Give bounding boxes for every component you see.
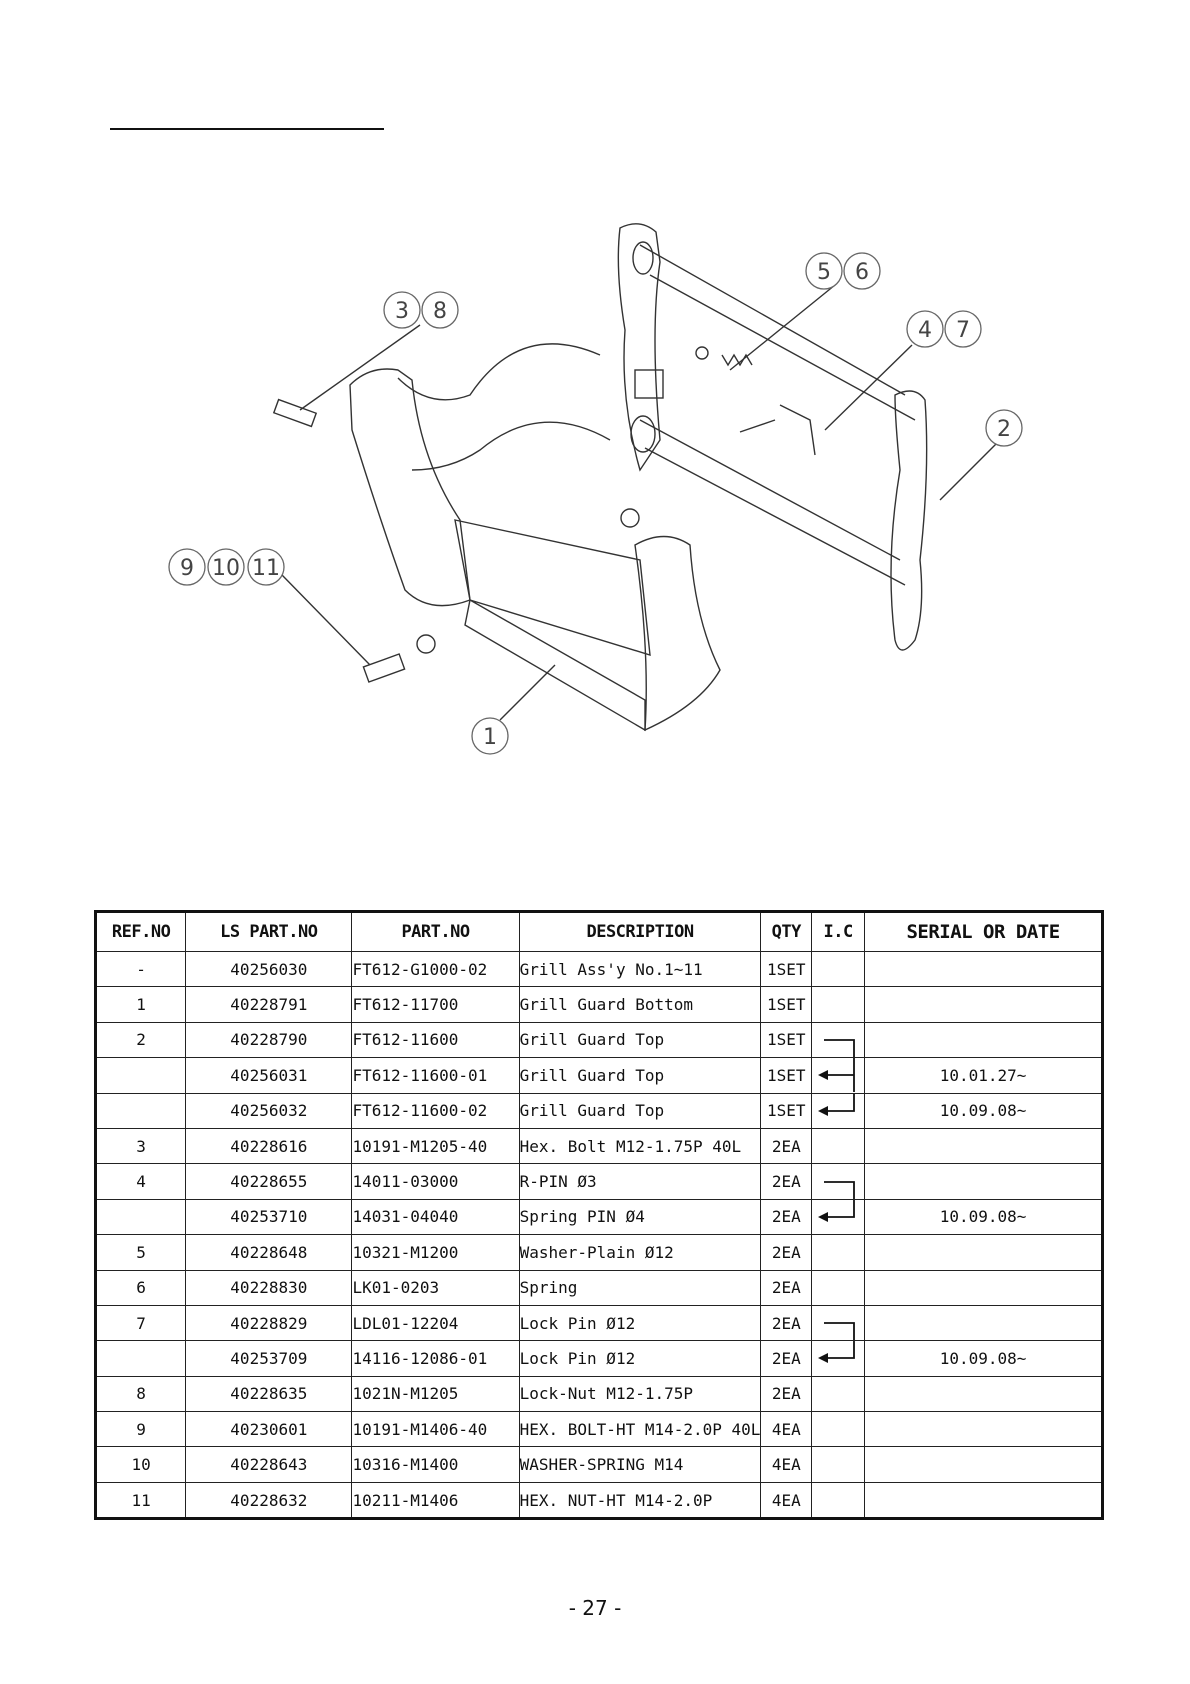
cell-description: Grill Guard Top (519, 1022, 761, 1057)
cell-qty: 1SET (761, 952, 812, 987)
table-row (96, 987, 1103, 1022)
cell-part-no: FT612-G1000-02 (352, 952, 519, 987)
callout-7: 7 (956, 318, 970, 343)
cell-ic (812, 1093, 865, 1128)
cell-part-no: FT612-11600-01 (352, 1058, 519, 1093)
cell-ls-part-no: 40228632 (186, 1482, 352, 1518)
cell-ic (812, 1199, 865, 1234)
cell-ls-part-no: 40228655 (186, 1164, 352, 1199)
cell-ls-part-no: 40228616 (186, 1128, 352, 1163)
cell-part-no: FT612-11700 (352, 987, 519, 1022)
cell-part-no: 10321-M1200 (352, 1235, 519, 1270)
callout-3: 3 (395, 299, 409, 324)
cell-ref-no (96, 1341, 186, 1376)
cell-ref-no: 1 (96, 987, 186, 1022)
bolt-9-10-11 (363, 654, 404, 682)
leader-9-10-11 (282, 575, 370, 665)
cell-description: Lock Pin Ø12 (519, 1341, 761, 1376)
cell-serial-or-date (865, 1235, 1103, 1270)
table-row (96, 1305, 1103, 1340)
guard-bottom-frame-curve (398, 344, 610, 470)
guard-bottom-crossbar (455, 520, 650, 730)
washer-10 (417, 635, 435, 653)
cell-ls-part-no: 40228791 (186, 987, 352, 1022)
cell-ref-no: 5 (96, 1235, 186, 1270)
cell-qty: 2EA (761, 1305, 812, 1340)
cell-ic (812, 1128, 865, 1163)
cell-ls-part-no: 40253710 (186, 1199, 352, 1234)
cell-serial-or-date (865, 1128, 1103, 1163)
callout-11: 11 (252, 556, 280, 581)
cell-ic (812, 952, 865, 987)
callout-10: 10 (212, 556, 240, 581)
parts-table (94, 910, 1104, 1520)
callout-2: 2 (997, 417, 1011, 442)
callout-1: 1 (483, 725, 497, 750)
cell-qty: 2EA (761, 1235, 812, 1270)
guard-bottom-left-plate (350, 369, 470, 606)
cell-part-no: 14116-12086-01 (352, 1341, 519, 1376)
table-header-row (96, 912, 1103, 952)
cell-part-no: LDL01-12204 (352, 1305, 519, 1340)
leader-2 (940, 440, 1000, 500)
cell-ic (812, 1164, 865, 1199)
interchange-arrow-icon (812, 1094, 864, 1128)
guard-top-right-plate (891, 391, 927, 650)
interchange-bracket-icon (812, 1306, 864, 1340)
cell-serial-or-date (865, 1305, 1103, 1340)
cell-ref-no (96, 1093, 186, 1128)
cell-qty: 2EA (761, 1199, 812, 1234)
cell-ls-part-no: 40253709 (186, 1341, 352, 1376)
cell-part-no: 10191-M1406-40 (352, 1412, 519, 1447)
interchange-bracket-icon (812, 1165, 864, 1199)
guard-top-lower-tube (640, 420, 905, 585)
cell-ls-part-no: 40256031 (186, 1058, 352, 1093)
header-part-no: PART.NO (352, 912, 519, 952)
table-row (96, 1199, 1103, 1234)
cell-part-no: 14011-03000 (352, 1164, 519, 1199)
cell-ls-part-no: 40228829 (186, 1305, 352, 1340)
cell-part-no: FT612-11600-02 (352, 1093, 519, 1128)
cell-qty: 1SET (761, 1093, 812, 1128)
cell-ic (812, 1058, 865, 1093)
cell-description: R-PIN Ø3 (519, 1164, 761, 1199)
cell-serial-or-date (865, 1447, 1103, 1482)
cell-description: Grill Guard Top (519, 1093, 761, 1128)
cell-qty: 1SET (761, 1058, 812, 1093)
leader-1 (500, 665, 555, 720)
cell-ref-no: 7 (96, 1305, 186, 1340)
cell-serial-or-date (865, 1482, 1103, 1518)
washer-5 (696, 347, 708, 359)
nut-8 (621, 509, 639, 527)
cell-part-no: 10211-M1406 (352, 1482, 519, 1518)
cell-serial-or-date: 10.09.08~ (865, 1093, 1103, 1128)
cell-part-no: 1021N-M1205 (352, 1376, 519, 1411)
callout-6: 6 (855, 260, 869, 285)
cell-qty: 1SET (761, 1022, 812, 1057)
cell-description: Grill Guard Bottom (519, 987, 761, 1022)
interchange-bracket-icon (812, 1023, 864, 1057)
leader-3-8 (300, 325, 420, 410)
cell-ls-part-no: 40228643 (186, 1447, 352, 1482)
header-description: DESCRIPTION (519, 912, 761, 952)
cell-description: Grill Ass'y No.1~11 (519, 952, 761, 987)
cell-ic (812, 1482, 865, 1518)
cell-description: Spring (519, 1270, 761, 1305)
bracket (635, 370, 663, 398)
cell-ic (812, 1341, 865, 1376)
table-row (96, 1482, 1103, 1518)
interchange-arrow-icon (812, 1058, 864, 1092)
table-row (96, 1128, 1103, 1163)
cell-part-no: FT612-11600 (352, 1022, 519, 1057)
cell-description: Lock Pin Ø12 (519, 1305, 761, 1340)
table-row (96, 1022, 1103, 1057)
cell-ls-part-no: 40228790 (186, 1022, 352, 1057)
cell-qty: 4EA (761, 1482, 812, 1518)
cell-serial-or-date (865, 1412, 1103, 1447)
cell-ic (812, 1022, 865, 1057)
table-row (96, 1270, 1103, 1305)
cell-ic (812, 1305, 865, 1340)
cell-serial-or-date (865, 1376, 1103, 1411)
guard-top-left-plate (618, 224, 660, 470)
cell-ref-no: 6 (96, 1270, 186, 1305)
table-row (96, 1093, 1103, 1128)
header-serial-or-date: SERIAL OR DATE (865, 912, 1103, 952)
cell-ref-no: 8 (96, 1376, 186, 1411)
cell-serial-or-date (865, 1164, 1103, 1199)
cell-ref-no: 9 (96, 1412, 186, 1447)
cell-qty: 2EA (761, 1376, 812, 1411)
cell-serial-or-date: 10.09.08~ (865, 1341, 1103, 1376)
callout-4: 4 (918, 318, 932, 343)
cell-description: Spring PIN Ø4 (519, 1199, 761, 1234)
header-qty: QTY (761, 912, 812, 952)
table-row (96, 1341, 1103, 1376)
cell-description: Washer-Plain Ø12 (519, 1235, 761, 1270)
cell-ic (812, 1447, 865, 1482)
cell-description: HEX. BOLT-HT M14-2.0P 40L (519, 1412, 761, 1447)
cell-part-no: LK01-0203 (352, 1270, 519, 1305)
cell-description: Hex. Bolt M12-1.75P 40L (519, 1128, 761, 1163)
cell-ref-no: - (96, 952, 186, 987)
cell-serial-or-date: 10.09.08~ (865, 1199, 1103, 1234)
cell-ls-part-no: 40228648 (186, 1235, 352, 1270)
cell-ls-part-no: 40228635 (186, 1376, 352, 1411)
cell-ic (812, 1235, 865, 1270)
table-row (96, 1376, 1103, 1411)
cell-ref-no (96, 1058, 186, 1093)
cell-qty: 4EA (761, 1412, 812, 1447)
cell-ref-no: 4 (96, 1164, 186, 1199)
cell-ls-part-no: 40256030 (186, 952, 352, 987)
cell-ic (812, 1376, 865, 1411)
table-row (96, 1058, 1103, 1093)
callout-8: 8 (433, 299, 447, 324)
cell-description: WASHER-SPRING M14 (519, 1447, 761, 1482)
cell-ref-no: 3 (96, 1128, 186, 1163)
interchange-arrow-icon (812, 1200, 864, 1234)
cell-serial-or-date (865, 1270, 1103, 1305)
cell-qty: 4EA (761, 1447, 812, 1482)
cell-qty: 2EA (761, 1341, 812, 1376)
header-ref-no: REF.NO (96, 912, 186, 952)
table-row (96, 1447, 1103, 1482)
cell-serial-or-date (865, 987, 1103, 1022)
table-row (96, 952, 1103, 987)
drawing-svg (0, 0, 1190, 840)
r-pin-4 (740, 420, 775, 432)
cell-description: HEX. NUT-HT M14-2.0P (519, 1482, 761, 1518)
cell-ic (812, 987, 865, 1022)
table-row (96, 1412, 1103, 1447)
interchange-arrow-icon (812, 1341, 864, 1375)
cell-qty: 1SET (761, 987, 812, 1022)
cell-description: Lock-Nut M12-1.75P (519, 1376, 761, 1411)
cell-ls-part-no: 40228830 (186, 1270, 352, 1305)
exploded-parts-drawing (0, 0, 1190, 840)
table-row (96, 1235, 1103, 1270)
cell-serial-or-date (865, 952, 1103, 987)
cell-serial-or-date: 10.01.27~ (865, 1058, 1103, 1093)
cell-ic (812, 1270, 865, 1305)
cell-description: Grill Guard Top (519, 1058, 761, 1093)
lock-pin-7 (780, 405, 815, 455)
cell-ls-part-no: 40256032 (186, 1093, 352, 1128)
cell-qty: 2EA (761, 1128, 812, 1163)
cell-ref-no: 10 (96, 1447, 186, 1482)
table-row (96, 1164, 1103, 1199)
cell-part-no: 10191-M1205-40 (352, 1128, 519, 1163)
cell-ref-no: 11 (96, 1482, 186, 1518)
page-number: - 27 - (568, 1596, 622, 1620)
cell-part-no: 10316-M1400 (352, 1447, 519, 1482)
cell-part-no: 14031-04040 (352, 1199, 519, 1234)
header-ic: I.C (812, 912, 865, 952)
cell-ls-part-no: 40230601 (186, 1412, 352, 1447)
header-ls-part-no: LS PART.NO (186, 912, 352, 952)
cell-ref-no: 2 (96, 1022, 186, 1057)
callout-9: 9 (180, 556, 194, 581)
callout-5: 5 (817, 260, 831, 285)
cell-ic (812, 1412, 865, 1447)
cell-qty: 2EA (761, 1164, 812, 1199)
cell-serial-or-date (865, 1022, 1103, 1057)
cell-qty: 2EA (761, 1270, 812, 1305)
cell-ref-no (96, 1199, 186, 1234)
